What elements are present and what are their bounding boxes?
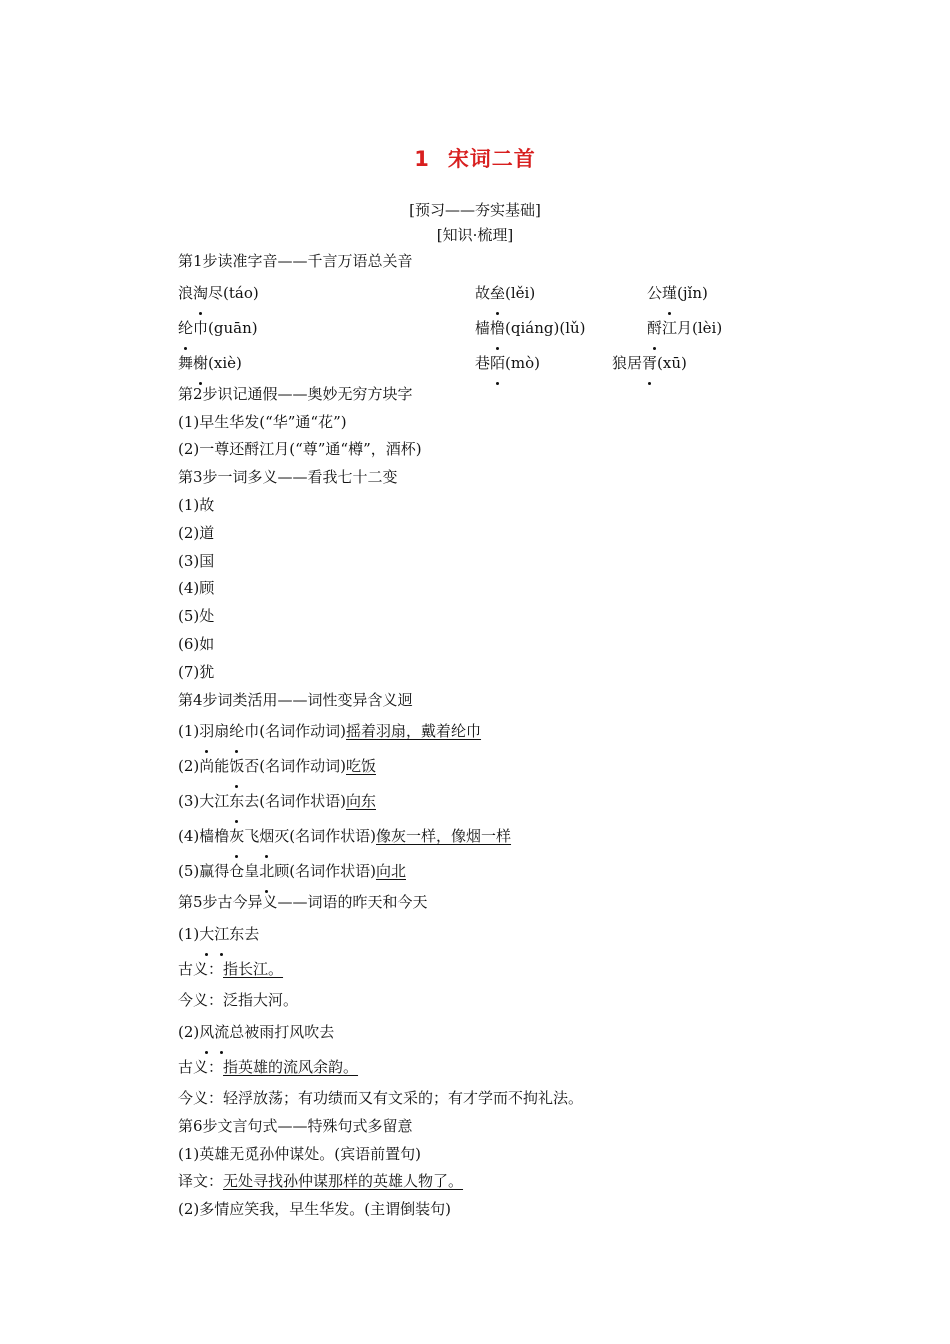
step1-heading: 第1步读准字音——千言万语总关音 (178, 252, 413, 270)
list-item: (1)故 (178, 495, 215, 514)
list-item: (2)道 (178, 523, 215, 542)
list-item: (1)羽扇纶巾(名词作动词)摇着羽扇，戴着纶巾 (178, 714, 778, 749)
step5-heading: 第5步古今异义——词语的昨天和今天 (178, 893, 428, 912)
list-item: (4)樯橹灰飞烟灭(名词作状语)像灰一样，像烟一样 (178, 819, 778, 854)
answer-text: 向北 (375, 862, 406, 881)
answer-text: 摇着羽扇，戴着纶巾 (346, 722, 482, 741)
modern-meaning: 今义：泛指大河。 (178, 991, 299, 1010)
page-title: 1 宋词二首 (414, 147, 536, 171)
list-item: (1)大江东去 (178, 917, 778, 952)
list-item: (7)犹 (178, 662, 215, 681)
list-item: (2)尚能饭否(名词作动词)吃饭 (178, 749, 778, 784)
answer-text: 指英雄的流风余韵。 (223, 1057, 359, 1076)
pinyin-item: 酹江月(lèi) (647, 311, 722, 346)
pinyin-row-2 (178, 311, 778, 346)
pinyin-item: 浪淘尽(táo) (178, 276, 259, 311)
pinyin-item: 巷陌(mò) (475, 346, 540, 381)
pinyin-item: 故垒(lěi) (475, 276, 535, 311)
section-subtitle-preview: [预习——夯实基础] (409, 201, 541, 219)
list-item: (2)多情应笑我，早生华发。(主谓倒装句) (178, 1200, 451, 1219)
answer-text: 指长江。 (223, 960, 284, 979)
step6-heading: 第6步文言句式——特殊句式多留意 (178, 1116, 413, 1135)
list-item: (1)早生华发(“华”通“花”) (178, 412, 347, 431)
pinyin-item: 狼居胥(xū) (612, 346, 687, 381)
pinyin-row-1 (178, 276, 778, 311)
pinyin-row-3 (178, 346, 778, 381)
list-item: (2)风流总被雨打风吹去 (178, 1015, 778, 1050)
pinyin-item: 舞榭(xiè) (178, 346, 242, 381)
step4-heading: 第4步词类活用——词性变异含义迥 (178, 690, 413, 709)
answer-text: 向东 (345, 792, 376, 811)
answer-text: 吃饭 (345, 757, 376, 776)
answer-text: 无处寻找孙仲谋那样的英雄人物了。 (223, 1172, 464, 1191)
list-item: (5)赢得仓皇北顾(名词作状语)向北 (178, 854, 778, 889)
pinyin-item: 纶巾(guān) (178, 311, 258, 346)
list-item: (5)处 (178, 607, 215, 626)
list-item: (3)国 (178, 551, 215, 570)
list-item: (2)一尊还酹江月(“尊”通“樽”，酒杯) (178, 440, 422, 459)
ancient-meaning: 古义：指英雄的流风余韵。 (178, 1057, 359, 1076)
pinyin-item: 公瑾(jǐn) (647, 276, 708, 311)
modern-meaning: 今义：轻浮放荡；有功绩而又有文采的；有才学而不拘礼法。 (178, 1088, 584, 1107)
list-item: (6)如 (178, 634, 215, 653)
document-body (178, 248, 778, 1224)
pinyin-item: 樯橹(qiáng)(lǔ) (475, 311, 586, 346)
answer-text: 像灰一样，像烟一样 (376, 827, 512, 846)
list-item: (1)英雄无觅孙仲谋处。(宾语前置句) (178, 1144, 421, 1163)
translation: 译文：无处寻找孙仲谋那样的英雄人物了。 (178, 1172, 464, 1191)
step3-heading: 第3步一词多义——看我七十二变 (178, 468, 398, 487)
section-subtitle-knowledge: [知识·梳理] (436, 226, 514, 244)
ancient-meaning: 古义：指长江。 (178, 960, 284, 979)
step2-heading: 第2步识记通假——奥妙无穷方块字 (178, 384, 413, 403)
list-item: (3)大江东去(名词作状语)向东 (178, 784, 778, 819)
list-item: (4)顾 (178, 579, 215, 598)
